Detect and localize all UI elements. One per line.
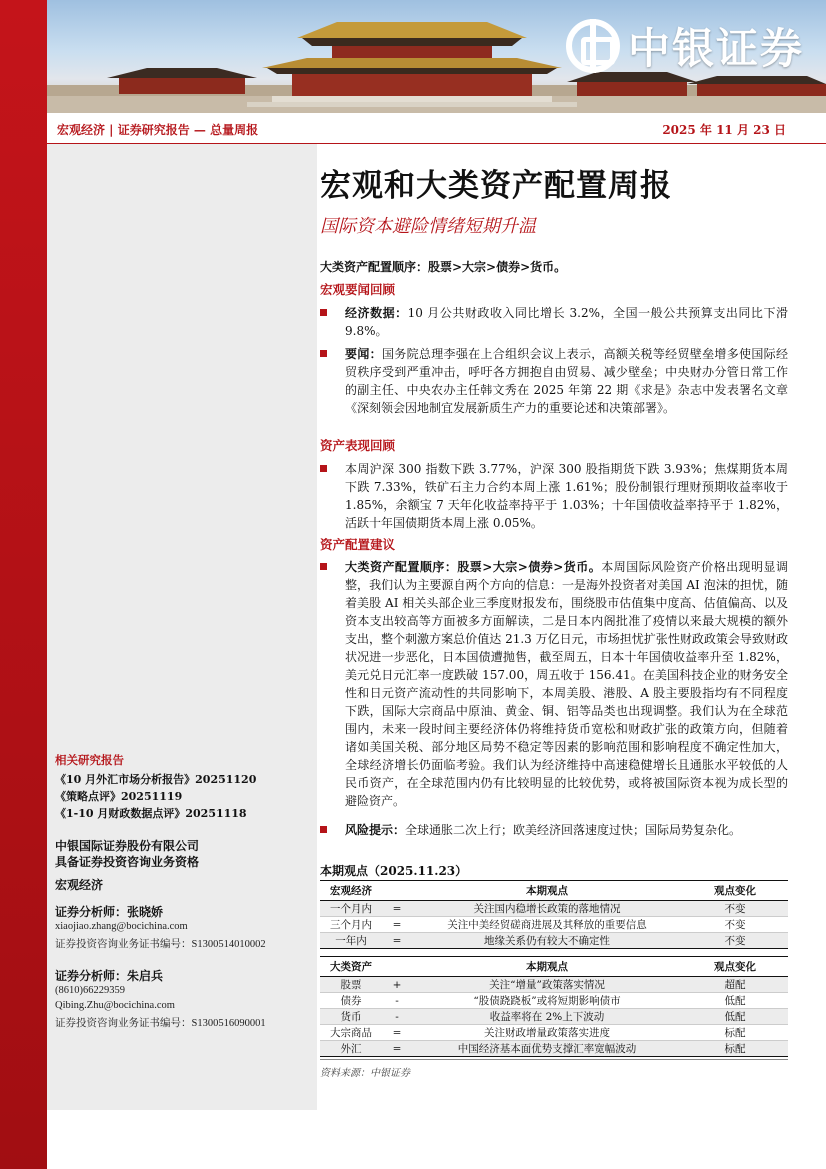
bullet-risk (320, 821, 788, 839)
bullet-label: 经济数据： (345, 306, 408, 320)
allocation-order: 大类资产配置顺序：股票>大宗>债券>货币。 (320, 260, 567, 274)
source-note: 资料来源：中银证券 (320, 1068, 410, 1079)
brand-logo (566, 16, 804, 76)
bullet-news (320, 345, 788, 417)
table-cell: = (382, 1041, 412, 1057)
table-cell: 一个月内 (320, 901, 382, 917)
bullet-text: 10 月公共财政收入同比增长 3.2%，全国一般公共预算支出同比下滑 9.8%。 (345, 306, 788, 338)
header-banner (47, 0, 826, 113)
table-cell: 外汇 (320, 1041, 382, 1057)
table-row (320, 977, 788, 993)
asset-view-table (320, 956, 788, 1057)
table-header-row (320, 881, 788, 901)
table-cell: 不变 (682, 933, 788, 949)
company-name: 中银国际证券股份有限公司 (55, 839, 200, 853)
table-row (320, 993, 788, 1009)
view-table-title: 本期观点（2025.11.23） (320, 864, 468, 878)
report-date: 2025 年 11 月 23 日 (662, 123, 786, 137)
sidebar (47, 144, 317, 1110)
table-cell: 关注中美经贸磋商进展及其释放的重要信息 (412, 917, 682, 933)
table-row (320, 917, 788, 933)
related-report-item[interactable]: 《1-10 月财政数据点评》20251118 (55, 807, 247, 820)
left-accent-bar (0, 0, 47, 1169)
bullet-text: 国务院总理李强在上合组织会议上表示，高额关税等经贸壁垒增多使国际经贸秩序受到严重冲击，呼吁各方拥抱自由贸易、减少壁垒；中央财办分管日常工作的副主任、中央农办主任韩文秀在 2025 年第 22 期《求是》杂志中发表署名文章《深刻领会因地制宜发展新质生产力的重要论述和决策部署》。 (345, 347, 788, 415)
table-cell: = (382, 901, 412, 917)
table-cell: 低配 (682, 1009, 788, 1025)
table-cell: 地缘关系仍有较大不确定性 (412, 933, 682, 949)
report-category: 宏观经济 | 证券研究报告 — 总量周报 (57, 123, 259, 137)
report-subtitle: 国际资本避险情绪短期升温 (320, 216, 536, 237)
table-header-cell (382, 881, 412, 901)
table-cell: 标配 (682, 1025, 788, 1041)
analyst-email[interactable]: xiaojiao.zhang@bocichina.com (55, 921, 188, 932)
table-header-cell: 观点变化 (682, 957, 788, 977)
table-cell: 中国经济基本面优势支撑汇率宽幅波动 (412, 1041, 682, 1057)
table-row (320, 901, 788, 917)
section-title-advice: 资产配置建议 (320, 537, 396, 552)
table-cell: “股债跷跷板”或将短期影响债市 (412, 993, 682, 1009)
table-header-cell: 宏观经济 (320, 881, 382, 901)
bullet-square-icon (320, 563, 327, 570)
table-cell: 不变 (682, 901, 788, 917)
analyst-name: 证券分析师：张晓娇 (55, 905, 164, 919)
bullet-square-icon (320, 350, 327, 357)
analyst-phone: (8610)66229359 (55, 985, 125, 996)
table-cell: 关注“增量”政策落实情况 (412, 977, 682, 993)
bullet-label: 要闻： (345, 347, 382, 361)
analyst-name: 证券分析师：朱启兵 (55, 969, 164, 983)
table-row (320, 1009, 788, 1025)
analyst-cert: 证券投资咨询业务证书编号：S1300514010002 (55, 939, 266, 950)
table-cell: 债券 (320, 993, 382, 1009)
table-cell: 关注国内稳增长政策的落地情况 (412, 901, 682, 917)
table-cell: 标配 (682, 1041, 788, 1057)
bullet-label: 风险提示： (345, 823, 406, 837)
bullet-text: 本周国际风险资产价格出现明显调整，我们认为主要源自两个方向的信息：一是海外投资者对美国 AI 泡沫的担忧，随着美股 AI 相关头部企业三季度财报发布，围绕股市估值集中度高、估值偏高、以及资本支出较高等方面被多方面解读，二是日本内阁批准了疫情以来最大规模的额外支出，整个刺激方案总价值达 21.3 万亿日元，市场担忧扩张性财政政策会导致财政状况进一步恶化，日本国债遭抛售，截至周五，日本十年国债收益率升至 1.82%，美元兑日元汇率一度跌破 157.00，周五收于 156.41。在美国科技企业的财务安全性和日元资产流动性的共同影响下，本周美股、港股、A 股主要股指均有不同程度下跌，国际大宗商品中原油、黄金、铜、铝等品类也出现调整。我们认为在全球范围内，未来一段时间主要经济体仍将维持货币宽松和财政扩张的政策方向，但随着诸如美国关税、部分地区局势不稳定等因素的影响范围和影响程度不确定性加大，全球经济增长仍面临考验。我们认为经济维持中高速稳健增长且通胀水平较低的人民币资产，在全球范围内仍有比较明显的比较优势，或将被国际资本视为成长型的避险资产。 (345, 560, 788, 808)
table-cell: 一年内 (320, 933, 382, 949)
table-row (320, 933, 788, 949)
table-cell: 货币 (320, 1009, 382, 1025)
table-cell: = (382, 1025, 412, 1041)
table-row (320, 1041, 788, 1057)
bullet-econ-data (320, 304, 788, 340)
table-cell: 超配 (682, 977, 788, 993)
sector-label: 宏观经济 (55, 878, 104, 892)
related-report-item[interactable]: 《策略点评》20251119 (55, 790, 183, 803)
table-header-cell: 大类资产 (320, 957, 382, 977)
table-cell: - (382, 993, 412, 1009)
table-cell: 收益率将在 2%上下波动 (412, 1009, 682, 1025)
bullet-label: 大类资产配置顺序：股票>大宗>债券>货币。 (345, 560, 602, 574)
table-cell: 三个月内 (320, 917, 382, 933)
report-header (47, 113, 826, 144)
table-cell: 关注财政增量政策落实进度 (412, 1025, 682, 1041)
report-title: 宏观和大类资产配置周报 (320, 168, 672, 204)
table-cell: 大宗商品 (320, 1025, 382, 1041)
bullet-square-icon (320, 309, 327, 316)
section-title-performance: 资产表现回顾 (320, 438, 396, 453)
macro-view-table (320, 880, 788, 949)
section-title-news: 宏观要闻回顾 (320, 282, 396, 297)
analyst-cert: 证券投资咨询业务证书编号：S1300516090001 (55, 1018, 266, 1029)
analyst-email[interactable]: Qibing.Zhu@bocichina.com (55, 1000, 175, 1011)
bullet-text: 本周沪深 300 指数下跌 3.77%，沪深 300 股指期货下跌 3.93%；焦煤期货本周下跌 7.33%，铁矿石主力合约本周上涨 1.61%；股份制银行理财预期收益率收于 1.85%，余额宝 7 天年化收益率持平于 1.03%；十年国债收益率持平于 1.82%，活跃十年国债期货本周上涨 0.05%。 (345, 462, 788, 530)
bullet-advice (320, 558, 788, 810)
table-header-cell: 本期观点 (412, 881, 682, 901)
table-cell: + (382, 977, 412, 993)
brand-name: 中银证券 (627, 24, 804, 73)
table-cell: - (382, 1009, 412, 1025)
table-cell: 不变 (682, 917, 788, 933)
table-header-cell (382, 957, 412, 977)
table-header-row (320, 957, 788, 977)
bank-logo-icon (566, 19, 620, 73)
related-reports-title: 相关研究报告 (55, 753, 124, 767)
related-report-item[interactable]: 《10 月外汇市场分析报告》20251120 (55, 773, 257, 786)
table-header-cell: 本期观点 (412, 957, 682, 977)
company-qualification: 具备证券投资咨询业务资格 (55, 855, 200, 869)
table-row (320, 1025, 788, 1041)
bullet-square-icon (320, 465, 327, 472)
bullet-text: 全球通胀二次上行；欧美经济回落速度过快；国际局势复杂化。 (405, 823, 742, 837)
source-divider (320, 1059, 788, 1060)
bullet-square-icon (320, 826, 327, 833)
table-cell: 低配 (682, 993, 788, 1009)
table-cell: 股票 (320, 977, 382, 993)
bullet-performance (320, 460, 788, 532)
table-cell: = (382, 917, 412, 933)
table-header-cell: 观点变化 (682, 881, 788, 901)
table-cell: = (382, 933, 412, 949)
